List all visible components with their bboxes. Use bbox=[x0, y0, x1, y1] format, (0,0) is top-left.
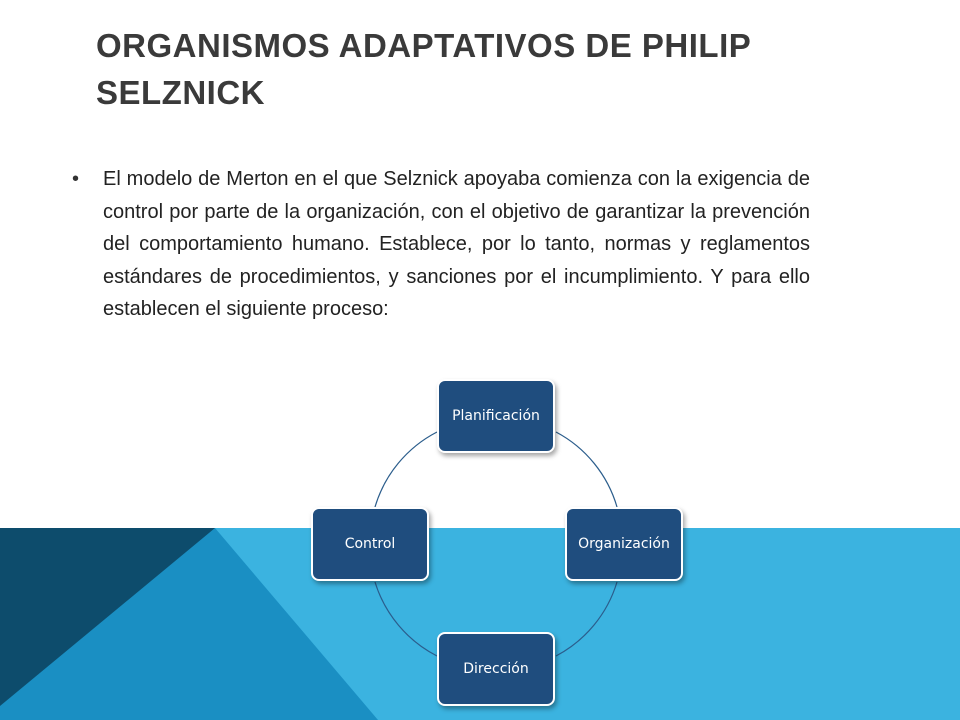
cycle-node-control: Control bbox=[311, 507, 429, 581]
connector-arc bbox=[556, 582, 617, 656]
slide-title: ORGANISMOS ADAPTATIVOS DE PHILIP SELZNICK bbox=[96, 27, 751, 111]
cycle-node-organizacion: Organización bbox=[565, 507, 683, 581]
bullet-text: El modelo de Merton en el que Selznick apoyaba comienza con la exigencia de control por parte de la organización, con el objetivo de garantizar la prevención del comportamiento humano. Establece, por lo tanto, normas y reglamentos estándares de procedimientos, y sanciones por el incumplimiento. Y para ello establecen el siguiente proceso: bbox=[103, 168, 810, 320]
cycle-node-planificacion: Planificación bbox=[437, 379, 555, 453]
connector-arc bbox=[556, 432, 617, 507]
cycle-node-direccion: Dirección bbox=[437, 632, 555, 706]
bullet-icon: • bbox=[72, 168, 80, 190]
connector-arc bbox=[375, 582, 437, 656]
connector-arc bbox=[375, 432, 437, 507]
